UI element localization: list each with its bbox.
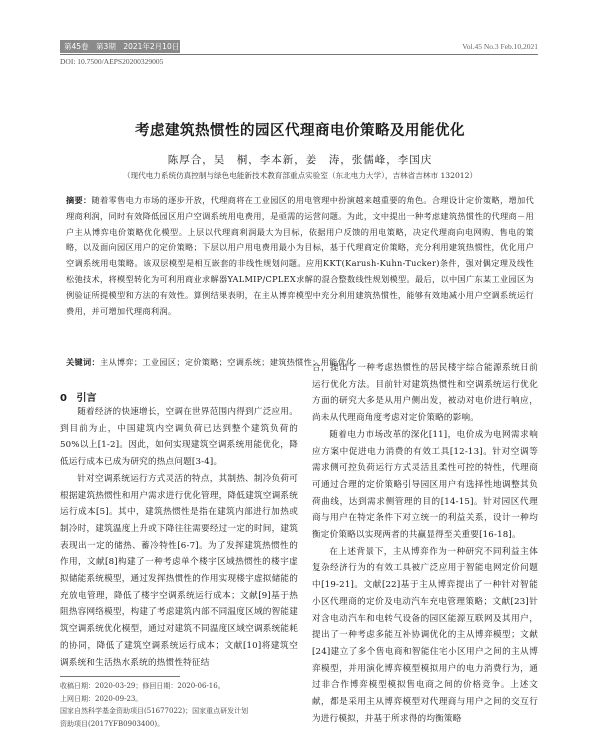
abstract-block xyxy=(66,193,534,319)
abstract-text: 随着零售电力市场的逐步开放，代理商将在工业园区的用电管理中扮演越来越重要的角色。合理设计定价策略，增加代理商利润，同时有效降低园区用户空调系统用电费用，是亟需的运营问题。为此，文中提出一种考虑建筑热惯性的代理商－用户主从博弈电价策略优化模型。上层以代理商利润最大为目标，依据用户反馈的用电策略，决定代理商向电网购、售电的策略，以及面向园区用户的定价策略；下层以用户用电费用最小为目标，基于代理商定价策略，充分利用建筑热惯性，优化用户空调系统用电策略。该双层模型是相互嵌套的非线性规划问题。应用KKT(Karush-Kuhn-Tucker)条件，强对偶定理及线性松弛技术，将模型转化为可利用商业求解器YALMIP/CPLEX求解的混合整数线性规划模型。最后，以中国广东某工业园区为例验证所提模型和方法的有效性。算例结果表明，在主从博弈模型中充分利用建筑热惯性，能够有效地减小用户空调系统运行费用，并可增加代理商利润。 xyxy=(66,195,534,316)
keywords-label: 关键词： xyxy=(66,357,100,367)
header-rule xyxy=(60,54,538,55)
paper-title: 考虑建筑热惯性的园区代理商电价策略及用能优化 xyxy=(60,119,540,140)
right-paragraph-1: 合，提出了一种考虑热惯性的居民楼宇综合能源系统日前运行优化方法。目前针对建筑热惯性和空调系统运行优化方面的研究大多是从用户侧出发，被动对电价进行响应，尚未从代理商角度考虑对定价策略的影响。 xyxy=(312,360,538,427)
keywords-text: 主从博弈；工业园区；定价策略；空调系统；建筑热惯性；用能优化 xyxy=(100,357,355,367)
abstract-label: 摘要： xyxy=(66,195,92,205)
footnote-online: 上网日期：2020-09-23。 xyxy=(60,693,248,706)
affiliation: （现代电力系统仿真控制与绿色电能新技术教育部重点实验室（东北电力大学），吉林省吉林市 132012） xyxy=(60,170,540,181)
footnote-fund-1: 国家自然科学基金资助项目(51677022)；国家重点研发计划 xyxy=(60,705,248,718)
author-list: 陈厚合，吴 桐，李本新，姜 涛，张儒峰，李国庆 xyxy=(60,152,540,167)
section-number: 0 xyxy=(60,393,67,404)
section-heading xyxy=(60,389,96,404)
footnote-rule xyxy=(60,676,180,677)
right-paragraph-3: 在上述背景下，主从博弈作为一种研究不同利益主体复杂经济行为的有效工具被广泛应用于智能电网定价问题中[19-21]。文献[22]基于主从博弈提出了一种针对智能小区代理商的定价及电动汽车充电管理策略；文献[23]针对含电动汽车和电转气设备的园区能源互联网及其用户，提出了一种考虑多能互补协调优化的主从博弈模型；文献[24]建立了多个售电商和智能住宅小区用户之间的主从博弈模型，并用演化博弈模型模拟用户的电力消费行为，通过非合作博弈模型模拟售电商之间的价格竞争。上述文献，都是采用主从博弈模型对代理商与用户之间的交互行为进行模拟，并基于所求得的均衡策略 xyxy=(312,544,538,728)
footnote-fund-2: 资助项目(2017YFB0903400)。 xyxy=(60,718,248,730)
footnotes xyxy=(60,680,248,730)
right-paragraph-2: 随着电力市场改革的深化[11]，电价成为电网需求响应方案中促进电力消费的有效工具[12-13]。针对空调等需求侧可控负荷运行方式灵活且柔性可控的特性，代理商可通过合理的定价策略引导园区用户有选择性地调整其负荷曲线，达到需求侧管理的目的[14-15]。针对园区代理商与用户在特定条件下对立统一的利益关系，设计一种均衡定价策略以实现两者的共赢显得至关重要[16-18]。 xyxy=(312,427,538,544)
right-column xyxy=(312,360,538,727)
left-paragraph-2: 针对空调系统运行方式灵活的特点，其制热、制冷负荷可根据建筑热惯性和用户需求进行优化管理，降低建筑空调系统运行成本[5]。其中，建筑热惯性是指在建筑内部进行加热或制冷时，建筑温度上升或下降往往需要经过一定的时间，建筑表现出一定的储热、蓄冷特性[6-7]。为了发挥建筑热惯性的作用，文献[8]构建了一种考虑单个楼宇区域热惯性的楼宇虚拟储能系统模型，通过发挥热惯性的作用实现楼宇虚拟储能的充放电管理，降低了楼宇空调系统运行成本；文献[9]基于热阻热容网络模型，构建了考虑建筑内部不同温度区域的智能建筑空调系统优化模型，通过对建筑不同温度区域空调系统能耗的协同，降低了建筑空调系统运行成本；文献[10]将建筑空调系统和生活热水系统的热惯性特征结 xyxy=(60,471,298,671)
journal-volume-banner: 第45卷 第3期 2021年2月10日 xyxy=(60,40,180,53)
left-paragraph-1: 随着经济的快速增长，空调在世界范围内得到广泛应用。到目前为止，中国建筑内空调负荷已达到整个建筑负荷的50%以上[1-2]。因此，如何实现建筑空调系统用能优化，降低运行成本已成为研究的热点问题[3-4]。 xyxy=(60,404,298,471)
section-title: 引言 xyxy=(76,393,96,404)
left-column xyxy=(60,404,298,671)
journal-volume-en: Vol.45 No.3 Feb.10,2021 xyxy=(462,40,538,53)
footnote-received: 收稿日期：2020-03-29；修回日期：2020-06-16。 xyxy=(60,680,248,693)
doi-text[interactable]: DOI: 10.7500/AEPS20200329005 xyxy=(60,57,163,66)
